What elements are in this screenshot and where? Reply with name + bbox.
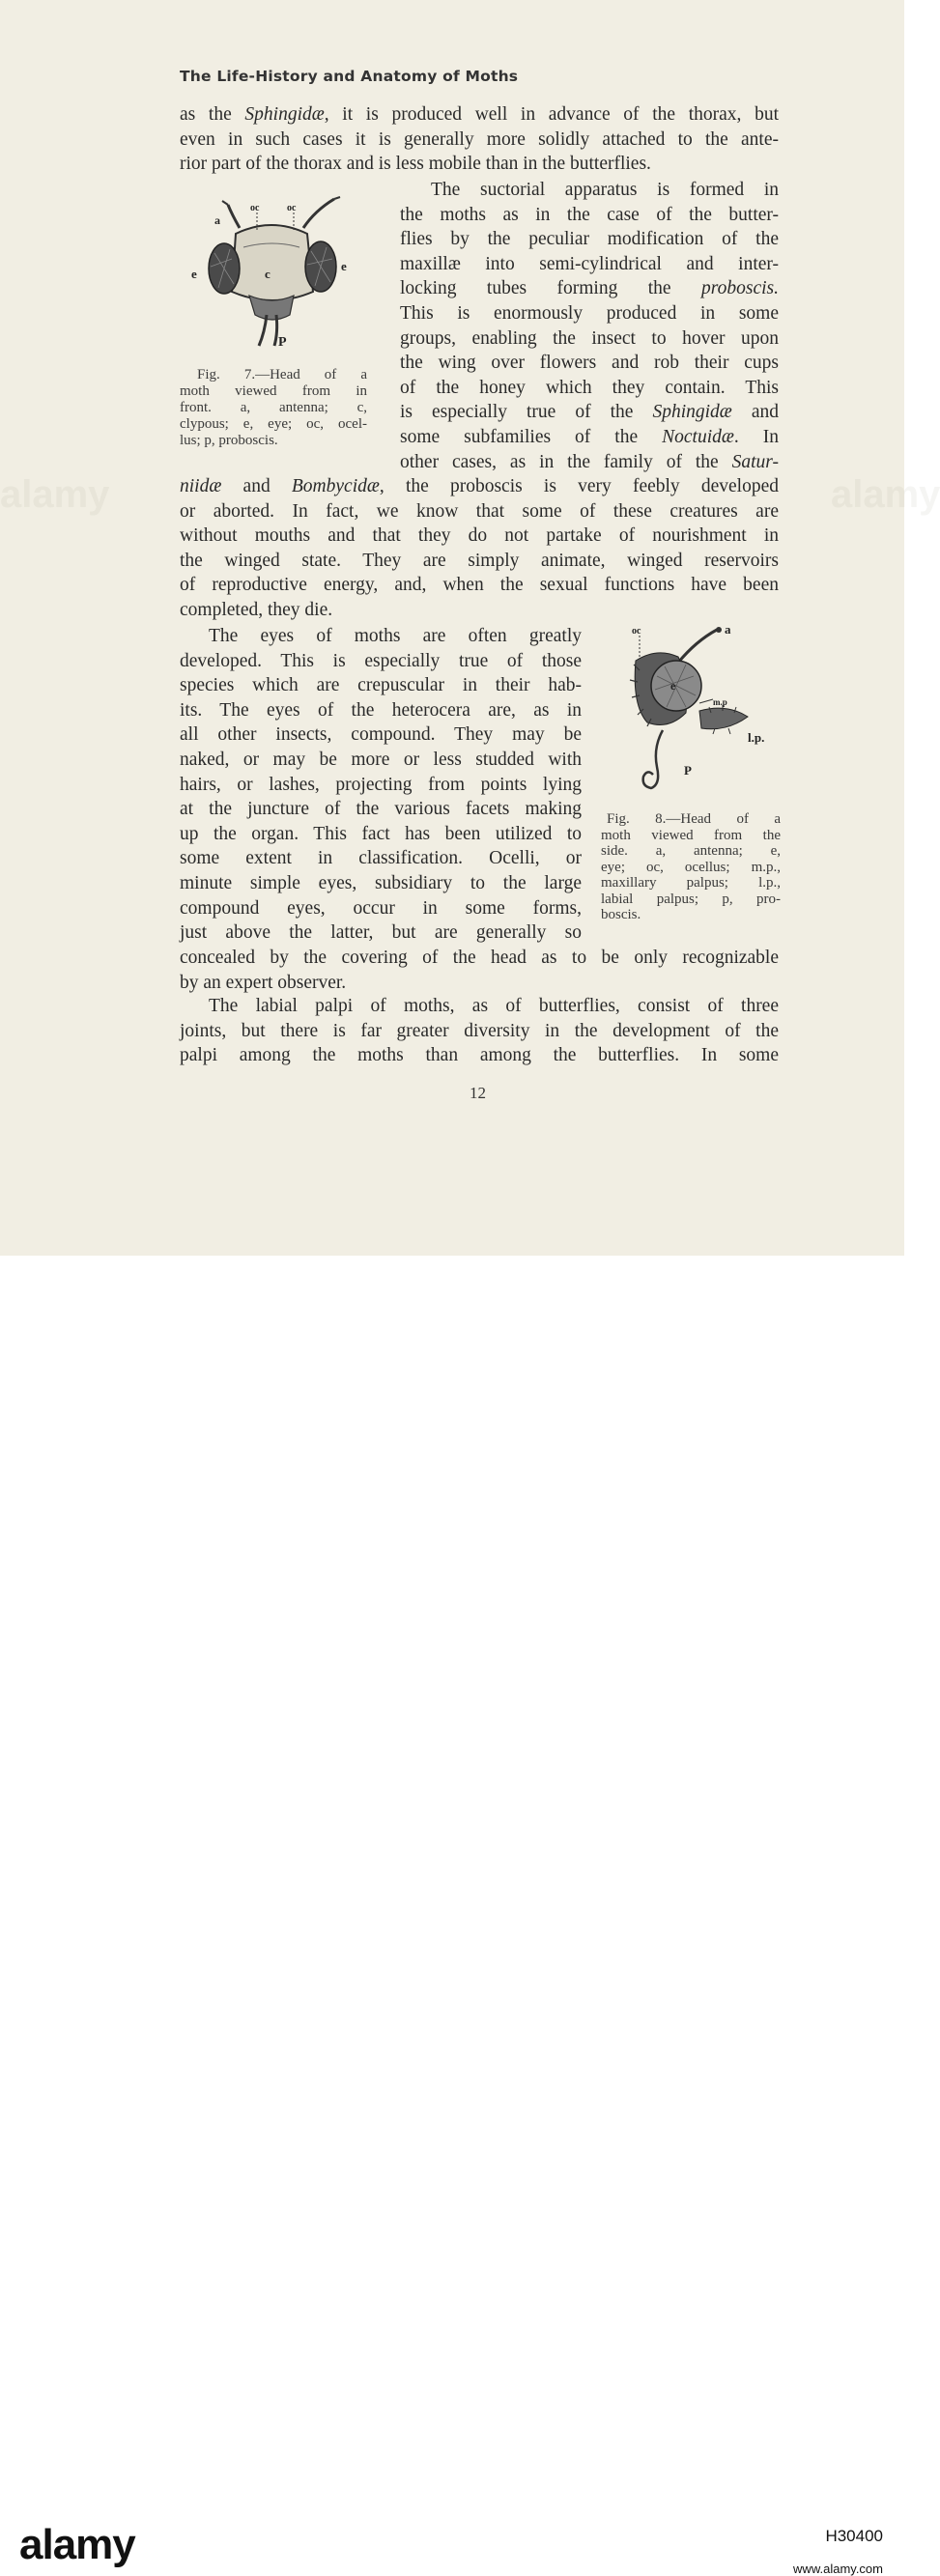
fig8-label-mp: m.p: [713, 697, 727, 707]
figure-8-moth-head-side: [618, 622, 773, 796]
caption-line: eye; oc, ocellus; m.p.,: [601, 859, 781, 875]
caption-line: Fig. 8.—Head of a: [607, 811, 781, 827]
text-line: minute simple eyes, subsidiary to the large: [180, 873, 582, 893]
text-line: up the organ. This fact has been utilized to: [180, 823, 582, 844]
caption-line: boscis.: [601, 907, 641, 922]
text-line: the moths as in the case of the butter-: [400, 204, 779, 225]
text-line: hairs, or lashes, projecting from points lying: [180, 774, 582, 795]
text-line: of reproductive energy, and, when the sexual functions have been: [180, 575, 779, 596]
caption-line: front. a, antenna; c,: [180, 400, 367, 415]
text-line: groups, enabling the insect to hover upon: [400, 327, 779, 349]
text-line: some extent in classification. Ocelli, or: [180, 848, 582, 869]
text-line: The suctorial apparatus is formed in: [431, 180, 779, 200]
text-line: joints, but there is far greater diversity in the development of the: [180, 1020, 779, 1041]
text-line: by an expert observer.: [180, 972, 347, 993]
text-line: naked, or may be more or less studded with: [180, 750, 582, 770]
text-line: locking tubes forming the proboscis.: [400, 278, 779, 299]
page-number: 12: [470, 1084, 486, 1102]
fig7-label-p: P: [278, 335, 287, 350]
caption-line: clypous; e, eye; oc, ocel-: [180, 416, 367, 432]
text-line: The labial palpi of moths, as of butterflies, consist of three: [209, 996, 779, 1016]
fig7-label-c: c: [265, 267, 271, 281]
fig7-label-a: a: [214, 213, 220, 227]
caption-line: maxillary palpus; l.p.,: [601, 875, 781, 891]
text-line: just above the latter, but are generally so: [180, 922, 582, 944]
text-line: of the honey which they contain. This: [400, 377, 779, 398]
fig7-label-oc: oc: [287, 203, 297, 213]
text-line: developed. This is especially true of those: [180, 650, 582, 671]
fig8-label-a: a: [725, 622, 731, 637]
text-line: This is enormously produced in some: [400, 303, 779, 324]
caption-line: side. a, antenna; e,: [601, 843, 781, 859]
text-line: even in such cases it is generally more solidly attached to the ante-: [180, 128, 779, 150]
running-head: The Life-History and Anatomy of Moths: [180, 68, 519, 85]
text-line: completed, they die.: [180, 600, 333, 620]
text-line: as the Sphingidæ, it is produced well in advance of the thorax, but: [180, 104, 779, 125]
fig7-label-oc: oc: [250, 203, 260, 213]
image-id: H30400: [825, 2527, 883, 2545]
text-line: without mouths and that they do not partake of nourishment in: [180, 525, 779, 547]
text-line: maxillæ into semi-cylindrical and inter-: [400, 253, 779, 274]
fig7-label-e: e: [341, 259, 347, 273]
text-line: is especially true of the Sphingidæ and: [400, 402, 779, 423]
caption-line: Fig. 7.—Head of a: [197, 367, 367, 382]
watermark: alamy: [0, 473, 110, 516]
text-line: niidæ and Bombycidæ, the proboscis is very feebly developed: [180, 476, 779, 496]
text-line: concealed by the covering of the head as to be only recognizable: [180, 948, 779, 968]
text-line: all other insects, compound. They may be: [180, 724, 582, 746]
text-line: flies by the peculiar modification of the: [400, 229, 779, 250]
text-line: some subfamilies of the Noctuidæ. In: [400, 427, 779, 447]
text-line: other cases, as in the family of the Satur-: [400, 451, 779, 472]
caption-line: labial palpus; p, pro-: [601, 891, 781, 907]
text-line: species which are crepuscular in their hab-: [180, 675, 582, 696]
text-line: its. The eyes of the heterocera are, as in: [180, 699, 582, 721]
fig7-label-e: e: [191, 267, 197, 281]
fig8-label-p: P: [684, 763, 692, 778]
alamy-logo: alamy: [19, 2521, 135, 2568]
caption-line: moth viewed from the: [601, 827, 781, 843]
text-line: rior part of the thorax and is less mobile than in the butterflies.: [180, 154, 651, 175]
caption-line: moth viewed from in: [180, 383, 367, 399]
site-url: www.alamy.com: [793, 2562, 883, 2576]
fig8-label-e: e: [670, 679, 676, 693]
caption-line: lus; p, proboscis.: [180, 433, 278, 448]
text-line: or aborted. In fact, we know that some of these creatures are: [180, 500, 779, 522]
fig8-label-lp: l.p.: [748, 730, 765, 745]
book-page: [0, 0, 940, 1256]
text-line: The eyes of moths are often greatly: [209, 626, 582, 646]
watermark: alamy: [831, 473, 940, 516]
fig8-label-oc: oc: [632, 626, 641, 637]
stock-footer: [0, 1256, 904, 2576]
text-line: the winged state. They are simply animate, winged reservoirs: [180, 550, 779, 571]
text-line: at the juncture of the various facets making: [180, 799, 582, 820]
text-line: the wing over flowers and rob their cups: [400, 353, 779, 374]
text-line: compound eyes, occur in some forms,: [180, 897, 582, 919]
text-line: palpi among the moths than among the butterflies. In some: [180, 1045, 779, 1066]
figure-7-moth-head-front: [189, 191, 354, 357]
